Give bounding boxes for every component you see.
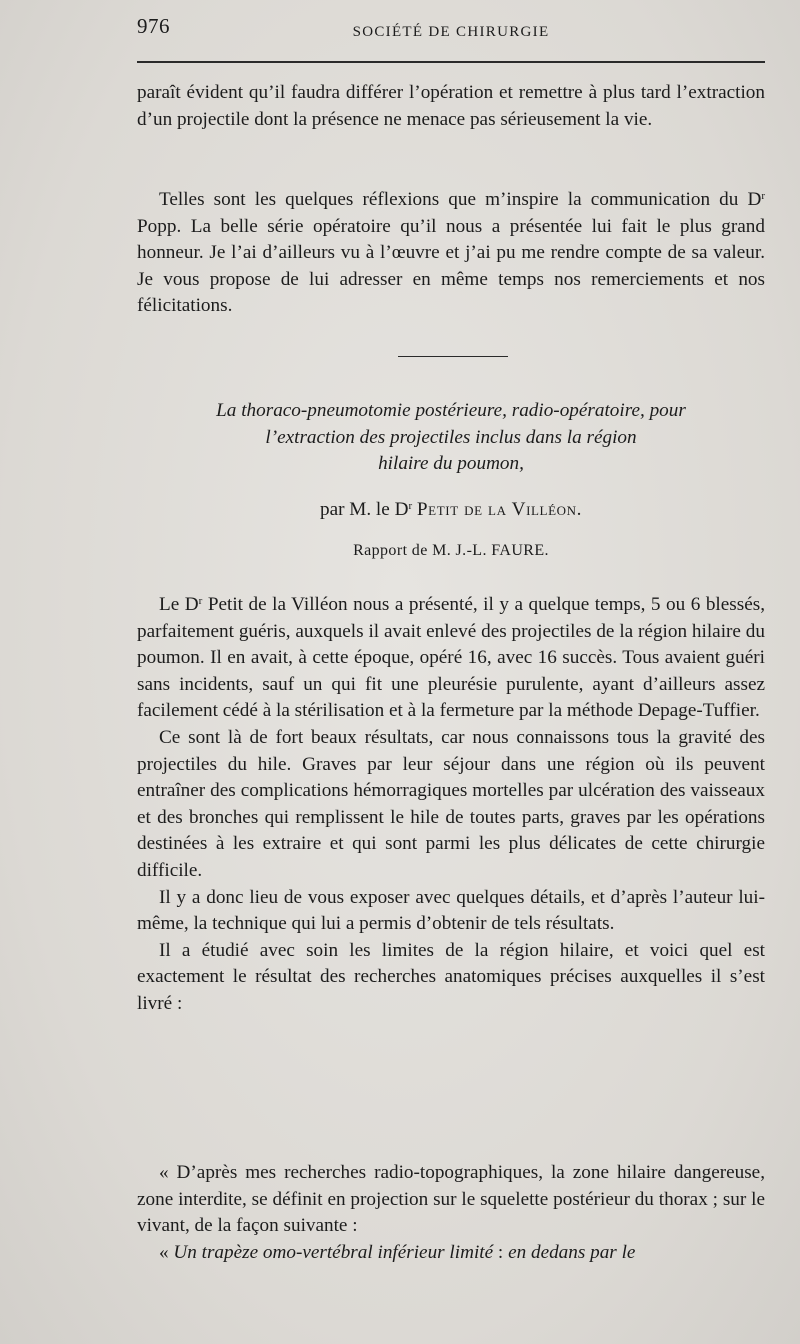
quote-mark: « (159, 1241, 174, 1263)
intro-paragraph-text: paraît évident qu’il faudra différer l’opération et remettre à plus tard l’extraction d’un projectile dont la présence ne menace pas sérieusement la vie. (137, 82, 765, 130)
quote-colon: : (493, 1241, 509, 1263)
closing-paragraph-text (137, 187, 765, 320)
article-body (137, 592, 765, 1018)
closing-paragraph (137, 187, 765, 320)
quotation-block (137, 1160, 765, 1266)
page-number: 976 (137, 14, 170, 38)
page-header (137, 14, 765, 50)
body-paragraph: Il a étudié avec soin les limites de la région hilaire, et voici quel est exactement le résultat des recherches anatomiques précises auxquelles il s’est livré : (137, 939, 765, 1014)
quotation-continuation (137, 1240, 765, 1267)
article-title (137, 398, 765, 478)
article-title-line: hilaire du poumon, (378, 453, 524, 475)
body-text-end: Petit de la Villéon nous a présenté, il y a quelque temps, 5 ou 6 blessés, parfaitement guéris, auxquels il avait enlevé des projectiles de la région hilaire du poumon. Il en avait, à cette époque, opéré 16, avec 16 succès. Tous avaient guéri sans incidents, sauf un qui fit une pleurésie purulente, ayant d’ailleurs assez facilement cédé à la stérilisation et à la fermeture par la méthode Depage-Tuffier. (137, 594, 765, 722)
quote-italic-text: en dedans par le (508, 1241, 636, 1263)
report-line: Rapport de M. J.-L. FAURE. (353, 542, 549, 559)
closing-text-start: Telles sont les quelques réflexions que m’inspire la communication du D (159, 189, 762, 210)
doctor-superscript: r (408, 500, 413, 512)
body-paragraph (137, 592, 765, 725)
closing-text-end: Popp. La belle série opératoire qu’il nous a présentée lui fait le plus grand honneur. Je l’ai d’ailleurs vu à l’œuvre et j’ai pu me rendre compte de sa valeur. Je vous propose de lui adresser en même temps nos remerciements et nos félicitations. (137, 215, 765, 317)
body-text-start: Le D (159, 594, 199, 615)
article-byline (137, 497, 765, 523)
body-paragraph: Ce sont là de fort beaux résultats, car nous connaissons tous la gravité des projectiles du hile. Graves par leur séjour dans une région où ils peuvent entraîner des complications hémorragiques mortelles par ulcération des vaisseaux et des bronches qui remplissent le hile de toutes parts, graves par les opérations destinées à les extraire et qui sont parmi les plus délicates de cette chirurgie difficile. (137, 726, 765, 881)
doctor-superscript: r (198, 595, 203, 607)
body-paragraph: Il y a donc lieu de vous exposer avec quelques détails, et d’après l’auteur lui-même, la technique qui lui a permis d’obtenir de tels résultats. (137, 886, 765, 935)
author-name: Petit de la Villéon. (416, 499, 583, 520)
byline-prefix: par M. le D (319, 499, 409, 520)
quotation-paragraph: « D’après mes recherches radio-topographiques, la zone hilaire dangereuse, zone interdite, se définit en projection sur le squelette postérieur du thorax ; sur le vivant, de la façon suivante : (137, 1162, 765, 1237)
intro-paragraph (137, 80, 765, 133)
header-rule (137, 61, 765, 63)
article-title-line: l’extraction des projectiles inclus dans la région (265, 426, 637, 448)
article-title-line: La thoraco-pneumotomie postérieure, radio-opératoire, pour (216, 400, 686, 421)
doctor-superscript: r (761, 190, 765, 202)
running-head: SOCIÉTÉ DE CHIRURGIE (352, 24, 550, 40)
section-divider (398, 356, 508, 357)
quote-italic-text: Un trapèze omo-vertébral inférieur limité (173, 1241, 494, 1263)
